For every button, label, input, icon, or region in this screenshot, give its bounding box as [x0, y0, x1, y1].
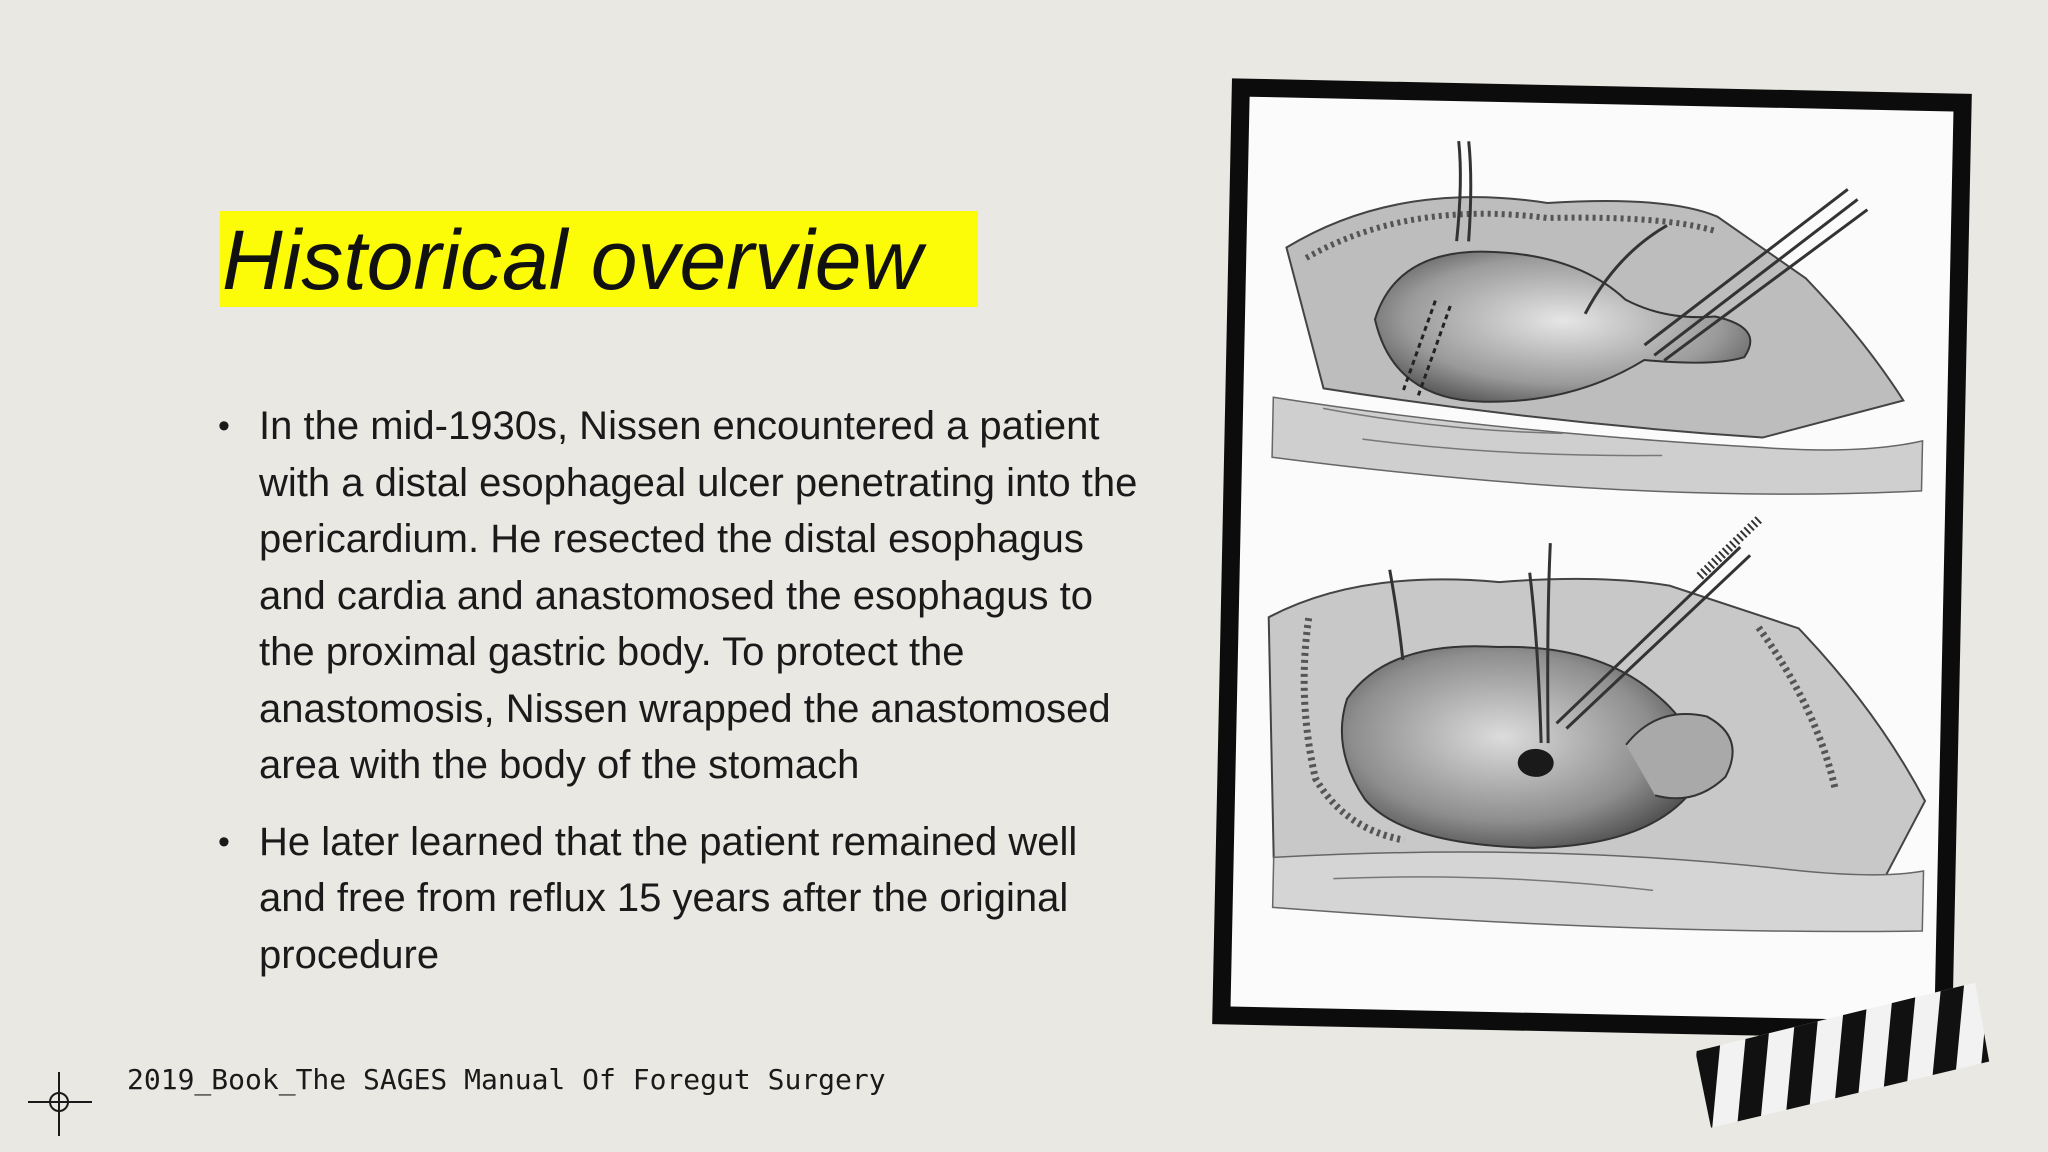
- surgical-illustration: [1231, 97, 1954, 1022]
- slide-title: Historical overview: [222, 213, 923, 307]
- lower-drawing: [1262, 507, 1931, 934]
- bullet-text: In the mid-1930s, Nissen encountered a patient with a distal esophageal ulcer penetrating into the pericardium. He resected the distal esophagus and cardia and anastomosed the esophagus to the proximal gastric body. To protect the anastomosis, Nissen wrapped the anastomosed area with the body of the stomach: [259, 404, 1138, 787]
- crosshair-icon: [28, 1072, 92, 1136]
- illustration-frame: [1212, 78, 1972, 1039]
- bullet-list: [218, 398, 1138, 1003]
- bullet-dot: •: [218, 407, 230, 445]
- bullet-item: [218, 814, 1138, 984]
- upper-drawing: [1272, 137, 1929, 497]
- bullet-item: [218, 398, 1138, 794]
- bullet-text: He later learned that the patient remained well and free from reflux 15 years after the original procedure: [259, 819, 1078, 977]
- source-footer: 2019_Book_The SAGES Manual Of Foregut Surgery: [127, 1063, 886, 1096]
- bullet-dot: •: [218, 822, 230, 861]
